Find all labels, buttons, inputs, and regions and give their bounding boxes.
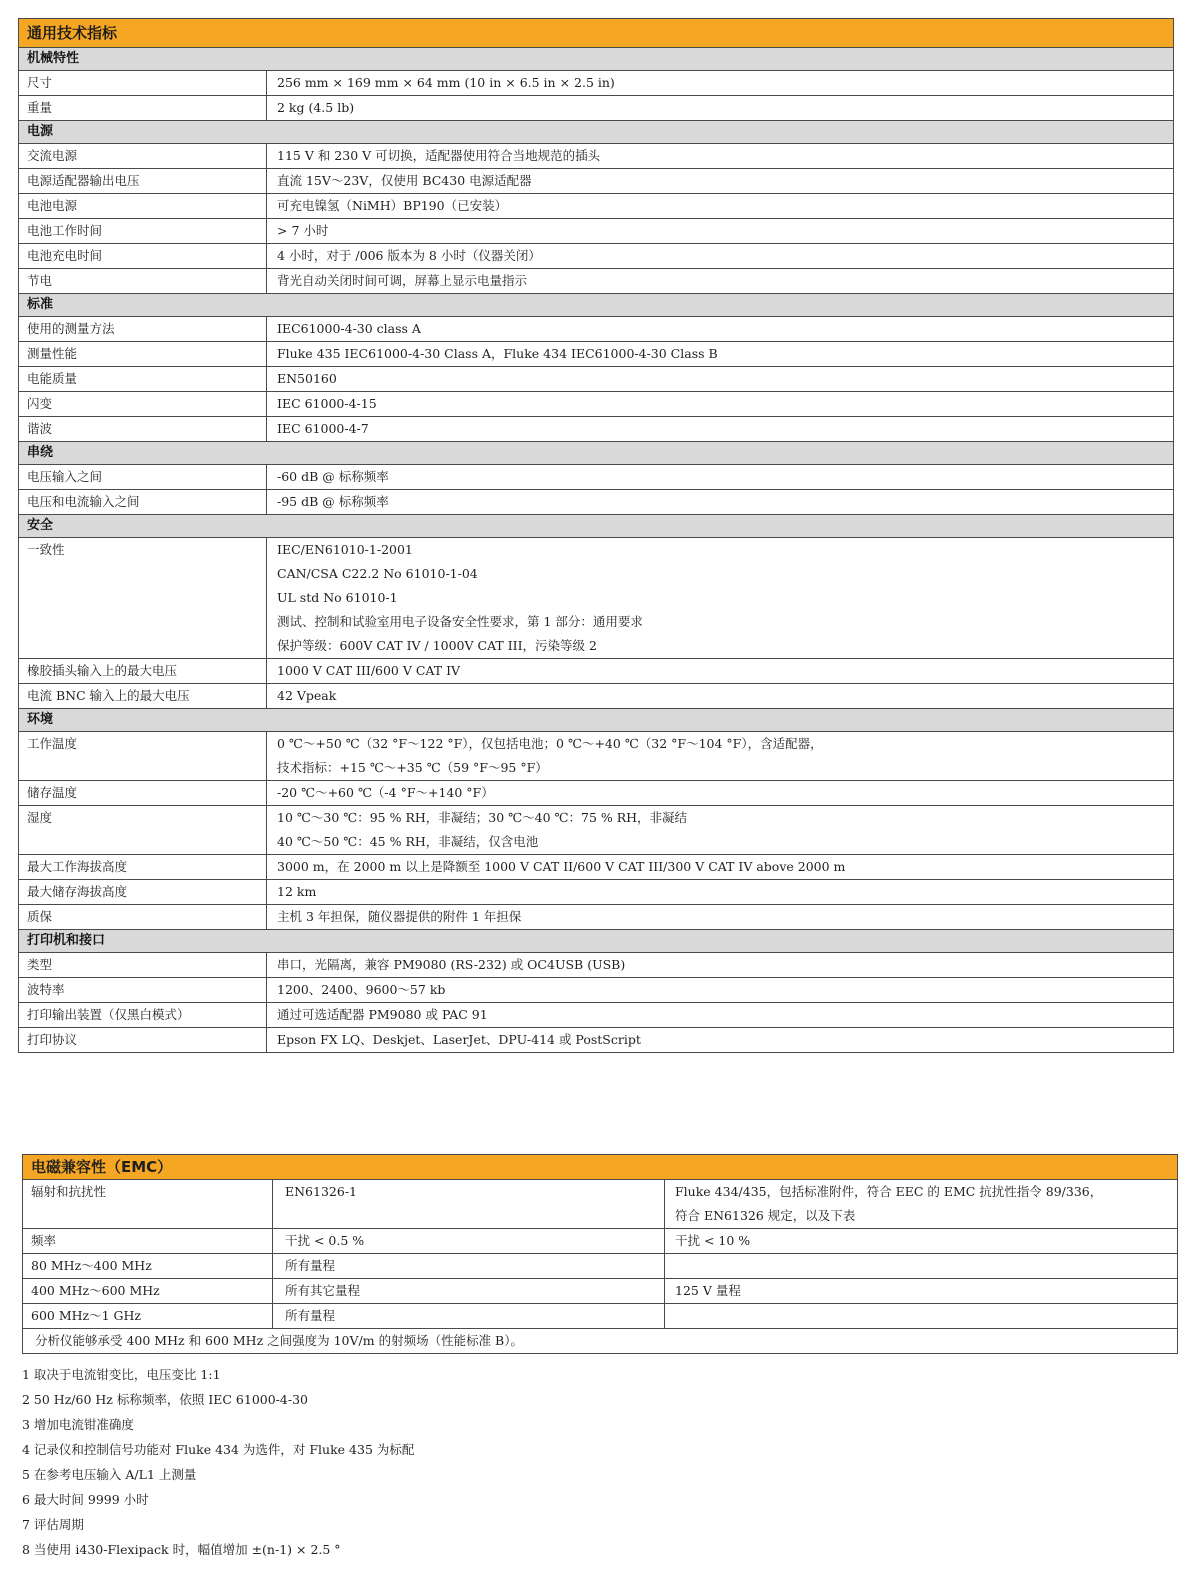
spec-label: 电压输入之间: [19, 465, 267, 489]
spec-value-line: UL std No 61010-1: [277, 590, 398, 605]
spec-value: [267, 417, 1173, 441]
spec-value-line: 3000 m，在 2000 m 以上是降额至 1000 V CAT II/600 V CAT III/300 V CAT IV above 2000 m: [277, 859, 846, 874]
spec-value-line: IEC/EN61010-1-2001: [277, 542, 413, 557]
emc-cell-detail: [665, 1180, 1177, 1228]
emc-body: [23, 1180, 1177, 1329]
spec-value: [267, 169, 1173, 193]
emc-cell-label: 400 MHz～600 MHz: [23, 1279, 273, 1303]
spec-label: 电能质量: [19, 367, 267, 391]
spec-row: [19, 169, 1173, 194]
spec-value: [267, 244, 1173, 268]
emc-cell-detail: [665, 1279, 1177, 1303]
spec-value-line: 串口，光隔离，兼容 PM9080 (RS-232) 或 OC4USB (USB): [277, 957, 626, 972]
spec-value-line: -60 dB @ 标称频率: [277, 469, 389, 484]
spec-row: [19, 244, 1173, 269]
footnote: 2 50 Hz/60 Hz 标称频率，依照 IEC 61000-4-30: [22, 1392, 308, 1407]
spec-label: 谐波: [19, 417, 267, 441]
emc-row: [23, 1279, 1177, 1304]
spec-label: 工作温度: [19, 732, 267, 780]
spec-value-line: IEC 61000-4-15: [277, 396, 377, 411]
spec-value: [267, 1028, 1173, 1052]
spec-value: [267, 905, 1173, 929]
spec-row: [19, 71, 1173, 96]
spec-label: 交流电源: [19, 144, 267, 168]
emc-cell-label: 80 MHz～400 MHz: [23, 1254, 273, 1278]
spec-value-line: 115 V 和 230 V 可切换，适配器使用符合当地规范的插头: [277, 148, 601, 163]
spec-label: 节电: [19, 269, 267, 293]
spec-value: [267, 684, 1173, 708]
spec-row: [19, 417, 1173, 442]
spec-row: [19, 905, 1173, 930]
section-heading: 打印机和接口: [19, 930, 1173, 953]
spec-value: [267, 855, 1173, 879]
general-spec-body: [19, 48, 1173, 1052]
spec-row: [19, 1028, 1173, 1052]
spec-value: [267, 978, 1173, 1002]
emc-cell-label: 频率: [23, 1229, 273, 1253]
spec-value-line: 40 ℃～50 ℃：45 % RH，非凝结，仅含电池: [277, 834, 539, 849]
emc-cell-standard: 所有量程: [273, 1304, 665, 1328]
footnote: 7 评估周期: [22, 1517, 84, 1532]
spec-value: [267, 144, 1173, 168]
emc-detail-line: 125 V 量程: [675, 1283, 741, 1298]
emc-cell-standard: 所有量程: [273, 1254, 665, 1278]
emc-note: 分析仪能够承受 400 MHz 和 600 MHz 之间强度为 10V/m 的射频场（性能标准 B）。: [35, 1333, 523, 1348]
spec-value-line: CAN/CSA C22.2 No 61010-1-04: [277, 566, 478, 581]
spec-label: 一致性: [19, 538, 267, 658]
spec-label: 打印输出装置（仅黑白模式）: [19, 1003, 267, 1027]
spec-value-line: IEC61000-4-30 class A: [277, 321, 421, 336]
spec-row: [19, 953, 1173, 978]
emc-cell-detail: [665, 1304, 1177, 1328]
spec-value-line: 1200、2400、9600～57 kb: [277, 982, 446, 997]
spec-row: [19, 342, 1173, 367]
spec-row: [19, 144, 1173, 169]
spec-label: 类型: [19, 953, 267, 977]
spec-row: [19, 880, 1173, 905]
footnote: 4 记录仪和控制信号功能对 Fluke 434 为选件，对 Fluke 435 为标配: [22, 1442, 415, 1457]
spec-row: [19, 781, 1173, 806]
spec-value-line: 42 Vpeak: [277, 688, 337, 703]
spec-row: [19, 219, 1173, 244]
spec-value: [267, 490, 1173, 514]
spec-value-line: 测试、控制和试验室用电子设备安全性要求，第 1 部分：通用要求: [277, 614, 643, 629]
spec-value-line: > 7 小时: [277, 223, 329, 238]
spec-label: 电流 BNC 输入上的最大电压: [19, 684, 267, 708]
spec-value: [267, 71, 1173, 95]
emc-row: [23, 1180, 1177, 1229]
emc-detail-line: 干扰 < 10 %: [675, 1233, 751, 1248]
spec-row: [19, 732, 1173, 781]
footnote: 5 在参考电压输入 A/L1 上测量: [22, 1467, 197, 1482]
section-heading: 安全: [19, 515, 1173, 538]
emc-detail-line: Fluke 434/435，包括标准附件，符合 EEC 的 EMC 抗扰性指令 89/336，: [675, 1184, 1103, 1199]
spec-row: [19, 317, 1173, 342]
spec-label: 闪变: [19, 392, 267, 416]
spec-value-line: 256 mm × 169 mm × 64 mm (10 in × 6.5 in × 2.5 in): [277, 75, 615, 90]
spec-value: [267, 317, 1173, 341]
emc-cell-label: 600 MHz～1 GHz: [23, 1304, 273, 1328]
spec-row: [19, 978, 1173, 1003]
spec-label: 尺寸: [19, 71, 267, 95]
spec-value: [267, 465, 1173, 489]
spec-value-line: 直流 15V～23V，仅使用 BC430 电源适配器: [277, 173, 532, 188]
spec-label: 波特率: [19, 978, 267, 1002]
spec-label: 电池工作时间: [19, 219, 267, 243]
spec-value: [267, 1003, 1173, 1027]
spec-value-line: EN50160: [277, 371, 337, 386]
spec-label: 使用的测量方法: [19, 317, 267, 341]
spec-label: 电源适配器输出电压: [19, 169, 267, 193]
spec-row: [19, 392, 1173, 417]
spec-value-line: 背光自动关闭时间可调，屏幕上显示电量指示: [277, 273, 528, 288]
spec-label: 测量性能: [19, 342, 267, 366]
section-heading: 环境: [19, 709, 1173, 732]
spec-value-line: Epson FX LQ、Deskjet、LaserJet、DPU-414 或 PostScript: [277, 1032, 641, 1047]
spec-row: [19, 855, 1173, 880]
spec-row: [19, 96, 1173, 121]
footnote: 6 最大时间 9999 小时: [22, 1492, 149, 1507]
spec-value-line: -95 dB @ 标称频率: [277, 494, 389, 509]
emc-cell-standard: 干扰 < 0.5 %: [273, 1229, 665, 1253]
footnote: 1 取决于电流钳变比，电压变比 1:1: [22, 1367, 221, 1382]
footnote: 8 当使用 i430-Flexipack 时，幅值增加 ±(n-1) × 2.5 °: [22, 1542, 341, 1557]
emc-row: [23, 1254, 1177, 1279]
emc-cell-detail: [665, 1254, 1177, 1278]
spec-value-line: 10 ℃～30 ℃：95 % RH，非凝结；30 ℃～40 ℃：75 % RH，非凝结: [277, 810, 688, 825]
footnotes: [22, 1362, 1172, 1562]
emc-row: [23, 1229, 1177, 1254]
spec-row: [19, 269, 1173, 294]
spec-label: 电池充电时间: [19, 244, 267, 268]
emc-row: [23, 1304, 1177, 1329]
emc-detail-line: [675, 1254, 1177, 1278]
spec-row: [19, 684, 1173, 709]
spec-value-line: 12 km: [277, 884, 317, 899]
spec-row: [19, 659, 1173, 684]
footnote: 3 增加电流钳准确度: [22, 1417, 134, 1432]
spec-value: [267, 732, 1173, 780]
spec-value: [267, 194, 1173, 218]
spec-label: 电压和电流输入之间: [19, 490, 267, 514]
spec-value-line: 1000 V CAT III/600 V CAT IV: [277, 663, 461, 678]
spec-value-line: 0 ℃～+50 ℃（32 °F～122 °F），仅包括电池；0 ℃～+40 ℃（32 °F～104 °F），含适配器，: [277, 736, 823, 751]
spec-value: [267, 806, 1173, 854]
spec-label: 打印协议: [19, 1028, 267, 1052]
spec-label: 最大储存海拔高度: [19, 880, 267, 904]
spec-label: 橡胶插头输入上的最大电压: [19, 659, 267, 683]
spec-value-line: 主机 3 年担保，随仪器提供的附件 1 年担保: [277, 909, 522, 924]
spec-row: [19, 1003, 1173, 1028]
spec-row: [19, 490, 1173, 515]
spec-value: [267, 96, 1173, 120]
emc-cell-standard: 所有其它量程: [273, 1279, 665, 1303]
emc-detail-line: [675, 1304, 1177, 1328]
emc-table: [22, 1154, 1178, 1354]
spec-value-line: 保护等级：600V CAT IV / 1000V CAT III，污染等级 2: [277, 638, 597, 653]
section-heading: 标准: [19, 294, 1173, 317]
spec-value: [267, 342, 1173, 366]
emc-title: 电磁兼容性（EMC）: [23, 1155, 1177, 1180]
spec-value-line: IEC 61000-4-7: [277, 421, 369, 436]
section-heading: 机械特性: [19, 48, 1173, 71]
spec-value: [267, 953, 1173, 977]
spec-label: 质保: [19, 905, 267, 929]
spec-value-line: 4 小时，对于 /006 版本为 8 小时（仪器关闭）: [277, 248, 541, 263]
emc-detail-line: 符合 EN61326 规定，以及下表: [675, 1208, 856, 1223]
spec-row: [19, 367, 1173, 392]
section-heading: 串绕: [19, 442, 1173, 465]
spec-label: 储存温度: [19, 781, 267, 805]
spec-value: [267, 659, 1173, 683]
spec-value-line: -20 ℃～+60 ℃（-4 °F～+140 °F）: [277, 785, 494, 800]
spec-row: [19, 194, 1173, 219]
spec-value-line: 通过可选适配器 PM9080 或 PAC 91: [277, 1007, 488, 1022]
spec-value: [267, 880, 1173, 904]
emc-cell-standard: EN61326-1: [273, 1180, 665, 1228]
spec-value: [267, 269, 1173, 293]
spec-row: [19, 465, 1173, 490]
spec-value: [267, 781, 1173, 805]
spec-value-line: 可充电镍氢（NiMH）BP190（已安装）: [277, 198, 508, 213]
emc-cell-label: 辐射和抗扰性: [23, 1180, 273, 1228]
spec-row: [19, 806, 1173, 855]
general-spec-title: 通用技术指标: [19, 19, 1173, 48]
spec-value-line: Fluke 435 IEC61000-4-30 Class A，Fluke 434 IEC61000-4-30 Class B: [277, 346, 718, 361]
spec-label: 电池电源: [19, 194, 267, 218]
spec-value: [267, 367, 1173, 391]
spec-value: [267, 219, 1173, 243]
spec-label: 最大工作海拔高度: [19, 855, 267, 879]
spec-value-line: 技术指标：+15 ℃～+35 ℃（59 °F～95 °F）: [277, 760, 548, 775]
spec-label: 湿度: [19, 806, 267, 854]
spec-row: [19, 538, 1173, 659]
spec-value: [267, 538, 1173, 658]
general-spec-table: [18, 18, 1174, 1053]
section-heading: 电源: [19, 121, 1173, 144]
spec-value: [267, 392, 1173, 416]
emc-cell-detail: [665, 1229, 1177, 1253]
spec-label: 重量: [19, 96, 267, 120]
spec-value-line: 2 kg (4.5 lb): [277, 100, 355, 115]
